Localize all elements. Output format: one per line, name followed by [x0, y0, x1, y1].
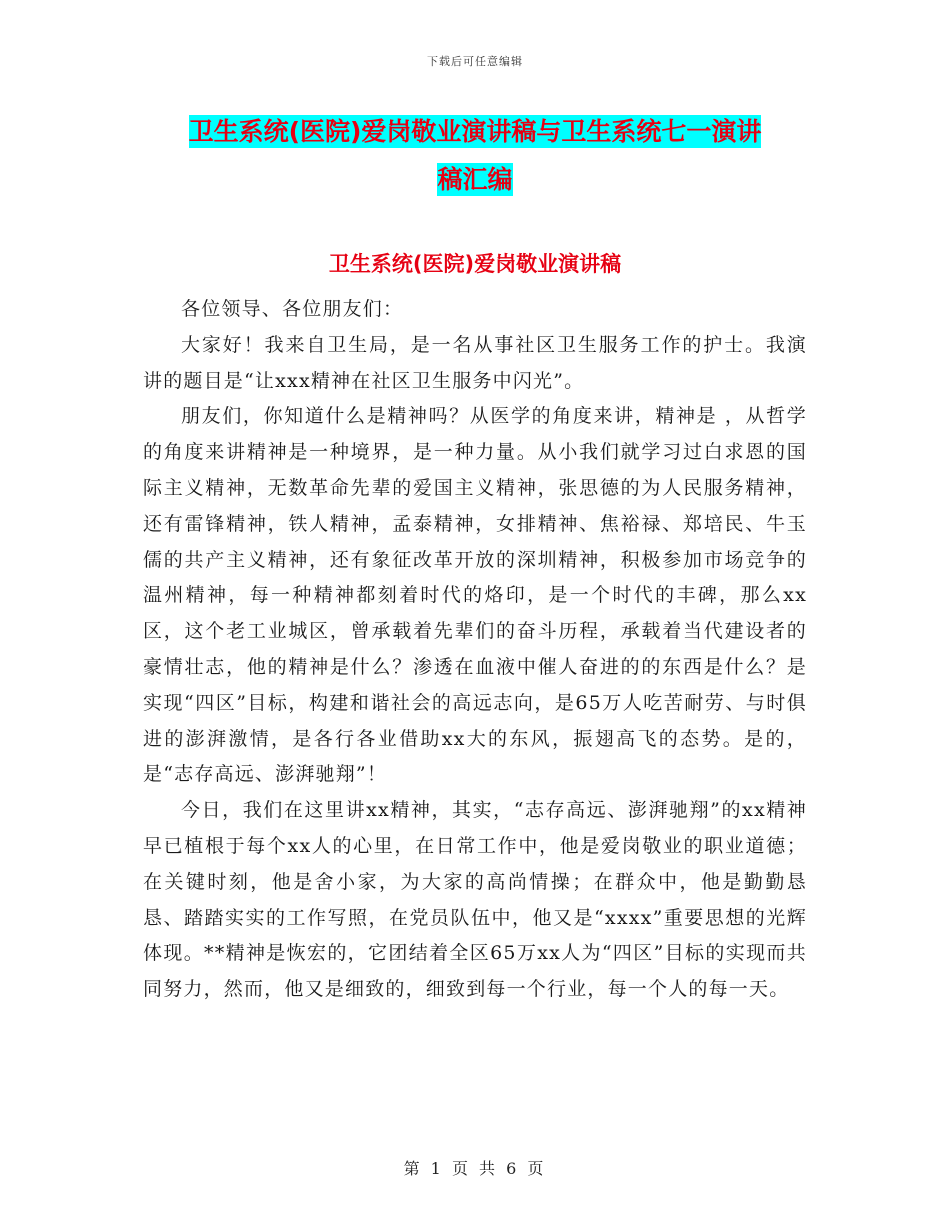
header-note: 下载后可任意编辑: [427, 55, 523, 68]
document-title: [150, 108, 800, 204]
document-title-line-2: [150, 156, 800, 204]
title-highlight-2: 稿汇编: [437, 165, 513, 194]
title-highlight-1: 卫生系统(医院)爱岗敬业演讲稿与卫生系统七一演讲: [188, 117, 762, 146]
speech-body: [143, 292, 807, 1008]
section-title: 卫生系统(医院)爱岗敬业演讲稿: [328, 252, 622, 276]
paragraph-introduction: 大家好！我来自卫生局，是一名从事社区卫生服务工作的护士。我演讲的题目是“让xxx精神在社区卫生服务中闪光”。: [143, 333, 807, 392]
paragraph-today: 今日，我们在这里讲xx精神，其实，“志存高远、澎湃驰翔”的xx精神早已植根于每个xx人的心里，在日常工作中，他是爱岗敬业的职业道德；在关键时刻，他是舍小家，为大家的高尚情操；在群众中，他是勤勤恳恳、踏踏实实的工作写照，在党员队伍中，他又是“xxxx”重要思想的光辉体现。**精神是恢宏的，它团结着全区65万xx人为“四区”目标的实现而共同努力，然而，他又是细致的，细致到每一个行业，每一个人的每一天。: [143, 799, 807, 1001]
paragraph-greeting: 各位领导、各位朋友们：: [181, 298, 404, 320]
paragraph-spirit: 朋友们，你知道什么是精神吗？从医学的角度来讲，精神是 ，从哲学的角度来讲精神是一种境界，是一种力量。从小我们就学习过白求恩的国际主义精神，无数革命先辈的爱国主义精神，张思德的为人民服务精神，还有雷锋精神，铁人精神，孟泰精神，女排精神、焦裕禄、郑培民、牛玉儒的共产主义精神，还有象征改革开放的深圳精神，积极参加市场竞争的温州精神，每一种精神都刻着时代的烙印，是一个时代的丰碑，那么xx区，这个老工业城区，曾承载着先辈们的奋斗历程，承载着当代建设者的豪情壮志，他的精神是什么？渗透在血液中催人奋进的的东西是什么？是实现“四区”目标，构建和谐社会的高远志向，是65万人吃苦耐劳、与时俱进的澎湃激情，是各行各业借助xx大的东风，振翅高飞的态势。是的，是“志存高远、澎湃驰翔”！: [143, 405, 807, 786]
document-title-line-1: [150, 108, 800, 156]
page-footer: 第 1 页 共 6 页: [403, 1159, 547, 1178]
